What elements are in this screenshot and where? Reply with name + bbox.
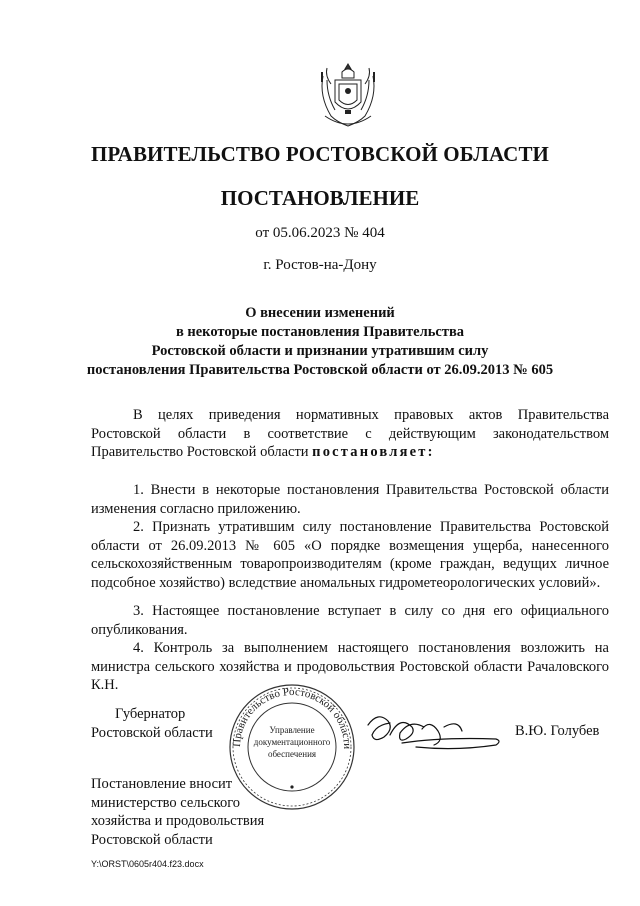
subject-line: Ростовской области и признании утратившим силу: [151, 343, 489, 359]
preamble-text: В целях приведения нормативных правовых актов Правительства Ростовской области в соответствие с действующим законодательством Правительство Ростовской области: [91, 407, 609, 461]
signatory-title-line: Губернатор: [115, 706, 186, 722]
seal-inner-line: Управление: [269, 725, 315, 735]
subject-line: в некоторые постановления Правительства: [175, 324, 465, 340]
coat-of-arms-icon: [315, 60, 381, 130]
decree-item-4: 4. Контроль за выполнением настоящего постановления возложить на министра сельского хозяйства и продовольствия Ростовской области Рачаловского К.Н.: [91, 640, 609, 694]
decree-item-3: 3. Настоящее постановление вступает в силу со дня его официального опубликования.: [91, 603, 609, 638]
submitter-block: [91, 775, 264, 849]
preamble-paragraph: [91, 406, 609, 462]
seal-inner-line: документационного: [253, 737, 331, 747]
decree-word: постановляет:: [312, 444, 435, 461]
submitter-line: Постановление вносит: [91, 776, 233, 792]
document-subject: [0, 304, 640, 380]
government-title: ПРАВИТЕЛЬСТВО РОСТОВСКОЙ ОБЛАСТИ: [91, 142, 549, 166]
decree-item-1: 1. Внести в некоторые постановления Правительства Ростовской области изменения согласно приложению.: [91, 482, 609, 517]
submitter-line: хозяйства и продовольствия: [91, 813, 265, 830]
signatory-name: В.Ю. Голубев: [515, 723, 600, 739]
seal-inner-line: обеспечения: [267, 749, 317, 759]
subject-line: постановления Правительства Ростовской области от 26.09.2013 № 605: [86, 362, 554, 378]
submitter-line: министерство сельского: [91, 794, 241, 811]
subject-line: О внесении изменений: [245, 305, 395, 321]
document-date-number: от 05.06.2023 № 404: [255, 225, 385, 241]
handwritten-signature: [362, 705, 502, 757]
decree-item-2: 2. Признать утратившим силу постановление Правительства Ростовской области от 26.09.2013 № 605 «О порядке возмещения ущерба, нанесенного сельскохозяйственным товаропроизводителям (кроме граждан, ведущих личное подсобное хозяйство) вследствие аномальных гидрометеорологических условий».: [91, 519, 609, 591]
submitter-line: Ростовской области: [91, 831, 213, 848]
file-path-footer: Y:\ORST\0605r404.f23.docx: [91, 859, 204, 869]
document-type: ПОСТАНОВЛЕНИЕ: [220, 186, 420, 210]
signatory-title-line: Ростовской области: [91, 724, 213, 741]
document-city: г. Ростов-на-Дону: [263, 257, 377, 273]
seal-outer-text: Правительство Ростовской области: [230, 685, 354, 750]
signatory-title: [91, 705, 213, 742]
